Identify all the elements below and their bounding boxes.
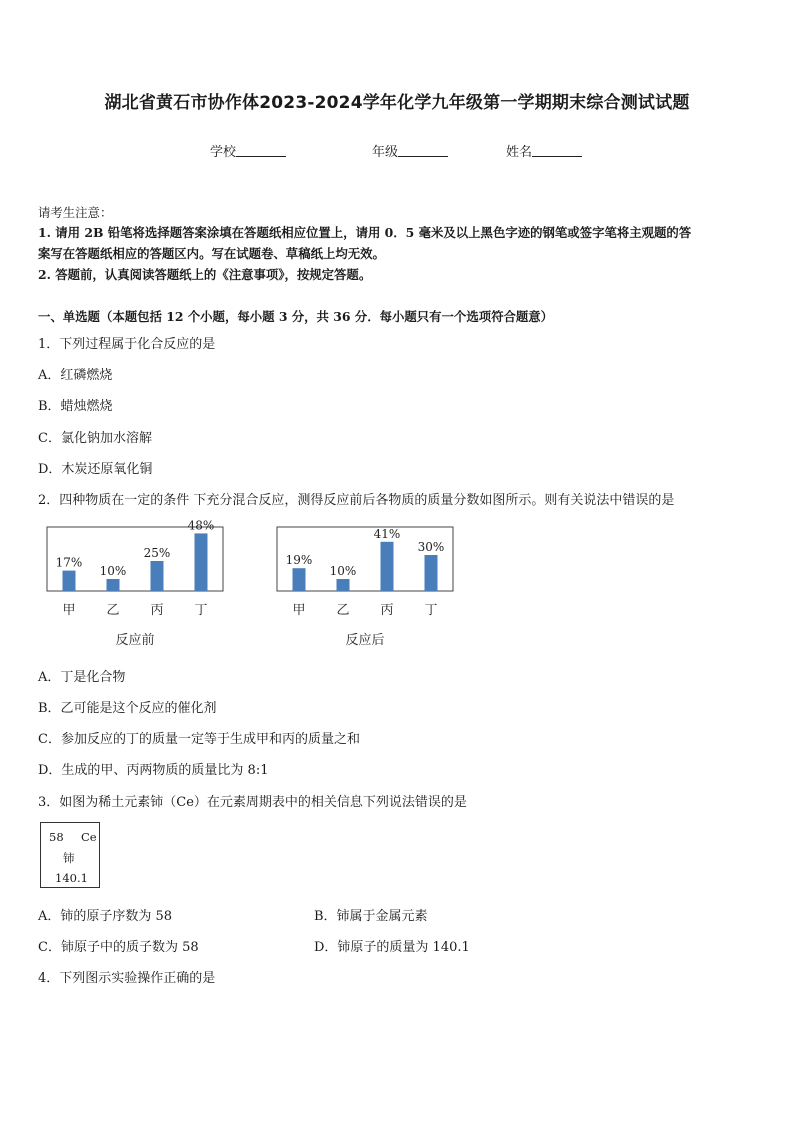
chart-before-svg (40, 520, 240, 652)
chart-after (270, 520, 470, 652)
notice-heading: 请考生注意： (38, 205, 113, 220)
school-label: 学校 (210, 145, 237, 160)
q2-option-b: B．乙可能是这个反应的催化剂 (38, 701, 217, 716)
notice-item2: 2. 答题前，认真阅读答题纸上的《注意事项》，按规定答题。 (38, 267, 372, 282)
category-label: 乙 (336, 603, 350, 618)
q2-option-d: D．生成的甲、丙两物质的质量比为 8:1 (38, 763, 269, 778)
school-blank[interactable] (236, 143, 286, 157)
category-label: 乙 (106, 603, 120, 618)
q4-stem: 4．下列图示实验操作正确的是 (38, 971, 216, 986)
bar-甲 (63, 571, 76, 591)
data-label: 17% (55, 555, 83, 570)
grade-blank[interactable] (398, 143, 448, 157)
name-field (506, 141, 582, 160)
category-label: 丙 (150, 603, 164, 618)
element-name: 铈 (63, 851, 75, 865)
q2-option-a: A．丁是化合物 (38, 670, 126, 685)
notice-item1-line2: 案写在答题纸相应的答题区内。写在试题卷、草稿纸上均无效。 (38, 246, 385, 261)
q1-option-c: C．氯化钠加水溶解 (38, 431, 152, 446)
bar-丙 (151, 561, 164, 591)
data-label: 25% (143, 546, 171, 560)
chart-title: 反应前 (115, 633, 155, 648)
bar-甲 (293, 568, 306, 591)
category-label: 丁 (424, 603, 438, 618)
name-label: 姓名 (506, 145, 533, 160)
q1-option-b: B．蜡烛燃烧 (38, 399, 113, 414)
bar-乙 (337, 579, 350, 591)
q2-option-c: C．参加反应的丁的质量一定等于生成甲和丙的质量之和 (38, 732, 360, 747)
q2-stem: 2．四种物质在一定的条件 下充分混合反应，测得反应前后各物质的质量分数如图所示。则有关说法中错误的是 (38, 493, 675, 508)
element-symbol: Ce (81, 830, 97, 844)
data-label: 19% (285, 553, 313, 568)
q3-option-d: D．铈原子的质量为 140.1 (314, 940, 470, 955)
data-label: 41% (373, 526, 401, 541)
data-label: 10% (99, 564, 127, 578)
grade-field (372, 141, 448, 160)
bar-丁 (425, 555, 438, 591)
grade-label: 年级 (372, 145, 399, 160)
element-mass: 140.1 (55, 871, 88, 885)
q3-option-b: B．铈属于金属元素 (314, 909, 428, 924)
bar-乙 (107, 579, 120, 591)
category-label: 甲 (62, 603, 76, 618)
section1-heading: 一、单选题（本题包括 12 个小题，每小题 3 分，共 36 分．每小题只有一个选项符合题意） (38, 309, 554, 324)
q3-option-c: C．铈原子中的质子数为 58 (38, 940, 199, 955)
q3-stem: 3．如图为稀土元素铈（Ce）在元素周期表中的相关信息下列说法错误的是 (38, 795, 467, 810)
bar-丙 (381, 542, 394, 591)
chart-after-svg (270, 520, 470, 652)
q1-stem: 1．下列过程属于化合反应的是 (38, 337, 216, 352)
chart-before (40, 520, 240, 652)
q3-option-a: A．铈的原子序数为 58 (38, 909, 173, 924)
bar-丁 (195, 533, 208, 591)
element-cell-cerium (40, 822, 100, 888)
page-title: 湖北省黄石市协作体2023-2024学年化学九年级第一学期期末综合测试试题 (104, 93, 690, 113)
data-label: 30% (417, 540, 445, 554)
data-label: 48% (187, 520, 215, 533)
notice-item1-line1: 1. 请用 2B 铅笔将选择题答案涂填在答题纸相应位置上，请用 0．5 毫米及以上黑色字迹的钢笔或签字笔将主观题的答 (38, 225, 692, 240)
element-number: 58 (49, 830, 64, 844)
school-field (210, 141, 286, 160)
category-label: 丙 (380, 603, 394, 618)
chart-title: 反应后 (345, 633, 385, 648)
name-blank[interactable] (532, 143, 582, 157)
category-label: 丁 (194, 603, 208, 618)
category-label: 甲 (292, 603, 306, 618)
q1-option-d: D．木炭还原氧化铜 (38, 462, 153, 477)
data-label: 10% (329, 564, 357, 578)
q1-option-a: A．红磷燃烧 (38, 368, 113, 383)
